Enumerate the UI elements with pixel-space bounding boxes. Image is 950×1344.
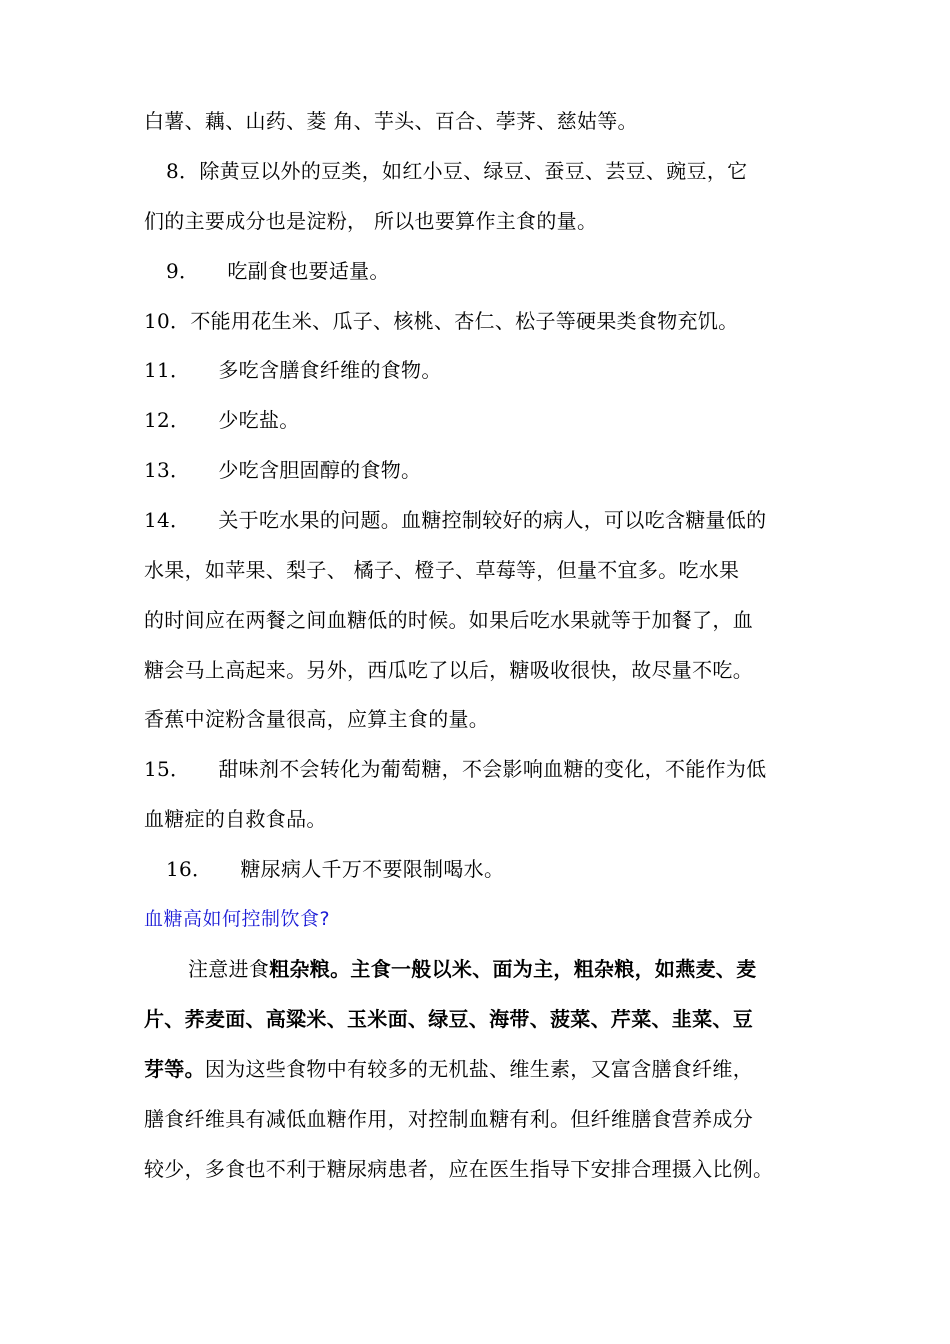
item-number: 15． — [144, 757, 191, 781]
item-text: 糖尿病人千万不要限制喝水。 — [240, 857, 505, 881]
list-item-8 — [166, 158, 747, 184]
item-text: 除黄豆以外的豆类，如红小豆、绿豆、蚕豆、芸豆、豌豆，它 — [199, 159, 748, 183]
paragraph-line — [188, 956, 756, 982]
bold-text: 芽等。 — [144, 1057, 205, 1081]
item-number: 14． — [144, 508, 191, 532]
text-line: 白薯、藕、山药、菱 角、芋头、百合、荸荠、慈姑等。 — [144, 109, 638, 133]
list-item-15 — [144, 756, 766, 782]
item-number: 16． — [166, 857, 213, 881]
list-item-12 — [144, 407, 300, 433]
bold-text: 粗杂粮。主食一般以米、面为主，粗杂粮，如燕麦、麦 — [269, 957, 757, 981]
paragraph-line: 较少，多食也不利于糖尿病患者，应在医生指导下安排合理摄入比例。 — [144, 1157, 774, 1181]
item-text: 吃副食也要适量。 — [227, 259, 390, 283]
paragraph-line: 片、荞麦面、高粱米、玉米面、绿豆、海带、菠菜、芹菜、韭菜、豆 — [144, 1007, 753, 1031]
item-number: 8． — [166, 159, 200, 183]
paragraph-text: 因为这些食物中有较多的无机盐、维生素，又富含膳食纤维， — [204, 1057, 754, 1081]
item-text: 少吃含胆固醇的食物。 — [218, 458, 422, 482]
paragraph-lead: 注意进食 — [188, 957, 270, 981]
text-line: 的时间应在两餐之间血糖低的时候。如果后吃水果就等于加餐了，血 — [144, 608, 753, 632]
list-item-14 — [144, 507, 766, 533]
item-text: 多吃含膳食纤维的食物。 — [218, 358, 442, 382]
paragraph-line — [144, 1056, 753, 1082]
item-text: 不能用花生米、瓜子、核桃、杏仁、松子等硬果类食物充饥。 — [190, 309, 739, 333]
item-text: 甜味剂不会转化为葡萄糖，不会影响血糖的变化，不能作为低 — [218, 757, 767, 781]
item-text: 关于吃水果的问题。血糖控制较好的病人，可以吃含糖量低的 — [218, 508, 767, 532]
text-line: 水果，如苹果、梨子、 橘子、橙子、草莓等，但量不宜多。吃水果 — [144, 558, 740, 582]
item-number: 10． — [144, 309, 191, 333]
list-item-9 — [166, 258, 390, 284]
item-text: 少吃盐。 — [218, 408, 300, 432]
item-number: 13． — [144, 458, 191, 482]
text-line: 糖会马上高起来。另外，西瓜吃了以后，糖吸收很快，故尽量不吃。 — [144, 658, 753, 682]
item-number: 9． — [166, 259, 200, 283]
text-line: 香蕉中淀粉含量很高，应算主食的量。 — [144, 707, 490, 731]
list-item-13 — [144, 457, 421, 483]
list-item-11 — [144, 357, 442, 383]
list-item-16 — [166, 856, 504, 882]
section-heading: 血糖高如何控制饮食? — [144, 908, 331, 930]
paragraph-line: 膳食纤维具有减低血糖作用，对控制血糖有利。但纤维膳食营养成分 — [144, 1107, 753, 1131]
item-number: 12． — [144, 408, 191, 432]
text-line: 们的主要成分也是淀粉， 所以也要算作主食的量。 — [144, 209, 598, 233]
list-item-10 — [144, 308, 738, 334]
text-line: 血糖症的自救食品。 — [144, 807, 327, 831]
item-number: 11． — [144, 358, 191, 382]
